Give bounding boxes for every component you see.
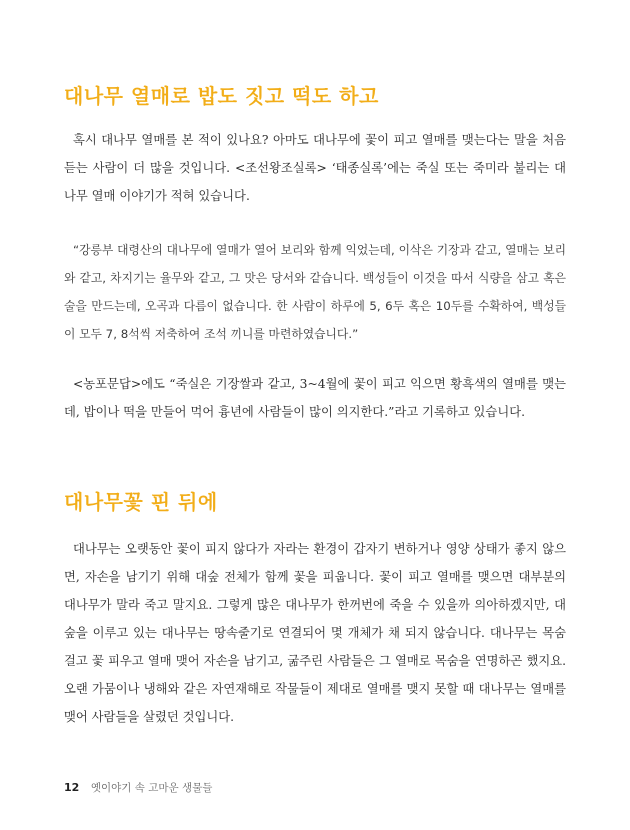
sillok-quote: “강릉부 대령산의 대나무에 열매가 열어 보리와 함께 익었는데, 이삭은 기장과 같고, 열매는 보리와 같고, 차지기는 율무와 같고, 그 맛은 당서와 같습니다. 백성들이 이것을 따서 식량을 삼고 혹은 술을 만드는데, 오곡과 다름이 없습니다. 한 사람이 하루에 5, 6두 혹은 10두를 수확하여, 백성들이 모두 7, 8석씩 저축하여 조석 끼니를 마련하였습니다.”	[64, 243, 566, 341]
page-footer	[64, 780, 212, 795]
page-number: 12	[64, 781, 80, 794]
nongpo-paragraph: <농포문답>에도 “죽실은 기장쌀과 같고, 3~4월에 꽃이 피고 익으면 황흑색의 열매를 맺는데, 밥이나 떡을 만들어 먹어 흉년에 사람들이 많이 의지한다.”라고 기록하고 있습니다.	[64, 377, 566, 419]
section-heading-bamboo-fruit: 대나무 열매로 밥도 짓고 떡도 하고	[64, 84, 379, 108]
intro-paragraph: 혹시 대나무 열매를 본 적이 있나요? 아마도 대나무에 꽃이 피고 열매를 맺는다는 말을 처음 듣는 사람이 더 많을 것입니다. <조선왕조실록> ‘태종실록’에는 죽실 또는 죽미라 불리는 대나무 열매 이야기가 적혀 있습니다.	[64, 133, 566, 203]
after-bloom-paragraph: 대나무는 오랫동안 꽃이 피지 않다가 자라는 환경이 갑자기 변하거나 영양 상태가 좋지 않으면, 자손을 남기기 위해 대숲 전체가 함께 꽃을 피웁니다. 꽃이 피고 열매를 맺으면 대부분의 대나무가 말라 죽고 말지요. 그렇게 많은 대나무가 한꺼번에 죽을 수 있을까 의아하겠지만, 대숲을 이루고 있는 대나무는 땅속줄기로 연결되어 몇 개체가 채 되지 않습니다. 대나무는 목숨 걸고 꽃 피우고 열매 맺어 자손을 남기고, 굶주린 사람들은 그 열매로 목숨을 연명하곤 했지요. 오랜 가뭄이나 냉해와 같은 자연재해로 작물들이 제대로 열매를 맺지 못할 때 대나무는 열매를 맺어 사람들을 살렸던 것입니다.	[64, 542, 566, 724]
section-heading-after-bloom: 대나무꽃 핀 뒤에	[64, 490, 218, 514]
running-title: 옛이야기 속 고마운 생물들	[90, 782, 213, 794]
